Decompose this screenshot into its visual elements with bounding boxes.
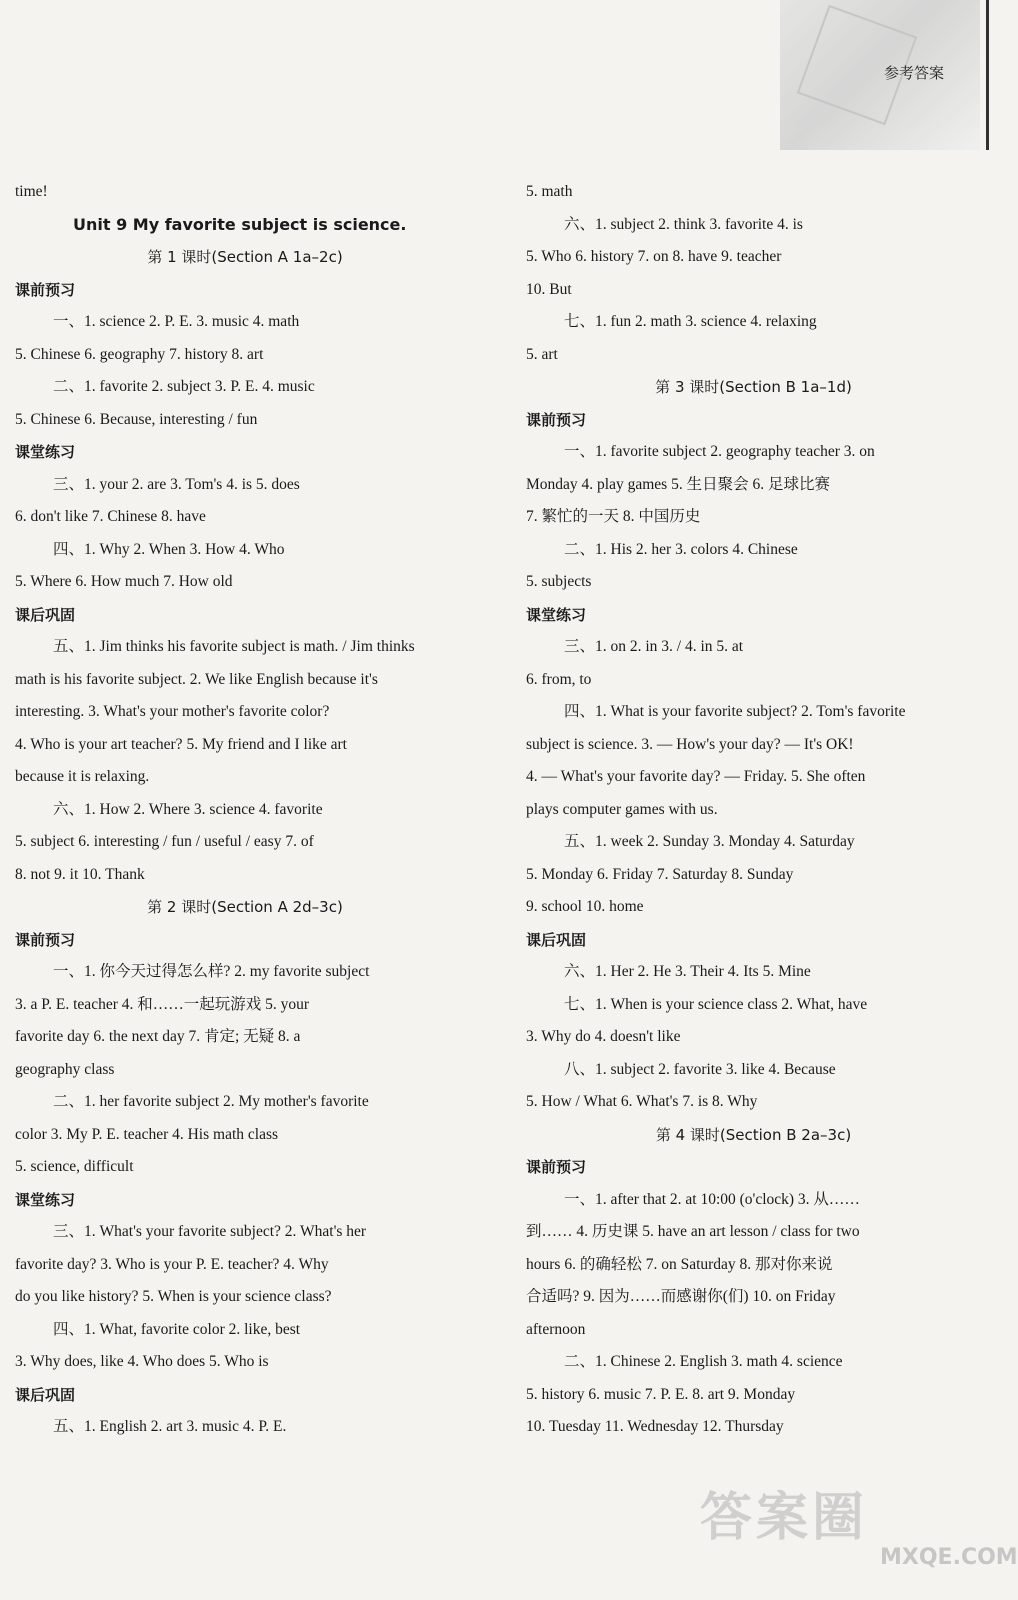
answer-line: 三、1. your 2. are 3. Tom's 4. is 5. does <box>53 475 300 493</box>
answer-line: 二、1. His 2. her 3. colors 4. Chinese <box>564 540 798 558</box>
section-heading: 课前预习 <box>15 930 76 949</box>
answer-line: 一、1. 你今天过得怎么样? 2. my favorite subject <box>53 963 370 980</box>
answer-line: favorite day? 3. Who is your P. E. teacher? 4. Why <box>15 1255 329 1273</box>
answer-line: 5. Who 6. history 7. on 8. have 9. teacher <box>526 248 782 265</box>
answer-line: interesting. 3. What's your mother's favorite color? <box>15 703 330 720</box>
section-heading: 课后巩固 <box>15 605 76 624</box>
answer-line: 5. Where 6. How much 7. How old <box>15 573 233 590</box>
answer-line: afternoon <box>526 1320 586 1338</box>
answer-line: 6. from, to <box>526 670 592 688</box>
lesson-title: 第 2 课时(Section A 2d–3c) <box>147 898 343 916</box>
answer-line: 一、1. science 2. P. E. 3. music 4. math <box>53 313 300 330</box>
answer-line: 5. subject 6. interesting / fun / useful / easy 7. of <box>15 833 314 850</box>
answer-line: Monday 4. play games 5. 生日聚会 6. 足球比赛 <box>526 475 830 493</box>
answer-line: 5. Chinese 6. Because, interesting / fun <box>15 410 258 428</box>
answer-line: 六、1. Her 2. He 3. Their 4. Its 5. Mine <box>564 963 811 980</box>
answer-line: 二、1. favorite 2. subject 3. P. E. 4. music <box>53 378 315 395</box>
answer-line: 5. Monday 6. Friday 7. Saturday 8. Sunday <box>526 865 794 883</box>
answer-line: 五、1. Jim thinks his favorite subject is math. / Jim thinks <box>53 638 415 655</box>
answer-line: 四、1. What, favorite color 2. like, best <box>53 1320 301 1338</box>
answer-line: 二、1. Chinese 2. English 3. math 4. science <box>564 1353 843 1370</box>
right-column <box>526 176 981 1444</box>
answer-line: 四、1. What is your favorite subject? 2. Tom's favorite <box>564 703 906 720</box>
answer-line: color 3. My P. E. teacher 4. His math class <box>15 1125 279 1143</box>
answer-line: 5. Chinese 6. geography 7. history 8. art <box>15 345 264 363</box>
section-heading: 课前预习 <box>526 1158 587 1176</box>
answer-line: 5. history 6. music 7. P. E. 8. art 9. Monday <box>526 1385 796 1403</box>
answer-line: 3. a P. E. teacher 4. 和……一起玩游戏 5. your <box>15 995 310 1013</box>
section-heading: 课堂练习 <box>15 1190 76 1209</box>
answer-line: math is his favorite subject. 2. We like English because it's <box>15 670 378 688</box>
header-rule <box>986 0 989 150</box>
answer-line: plays computer games with us. <box>526 800 718 818</box>
answer-line: 9. school 10. home <box>526 898 644 915</box>
answer-line: do you like history? 5. When is your science class? <box>15 1288 332 1305</box>
answer-line: 三、1. What's your favorite subject? 2. What's her <box>53 1223 367 1240</box>
answer-line: 五、1. week 2. Sunday 3. Monday 4. Saturday <box>564 833 855 850</box>
answer-line: 5. How / What 6. What's 7. is 8. Why <box>526 1093 758 1110</box>
answer-line: 五、1. English 2. art 3. music 4. P. E. <box>53 1418 287 1435</box>
answer-line: 6. don't like 7. Chinese 8. have <box>15 508 206 525</box>
watermark: 答案圈 <box>700 1488 869 1548</box>
lesson-title: 第 4 课时(Section B 2a–3c) <box>655 1125 852 1144</box>
answer-line: 4. Who is your art teacher? 5. My friend and I like art <box>15 735 347 753</box>
answer-line: 10. But <box>526 280 572 298</box>
left-column <box>15 176 475 1444</box>
answer-line: 8. not 9. it 10. Thank <box>15 865 145 883</box>
answer-line: 7. 繁忙的一天 8. 中国历史 <box>526 508 701 525</box>
answer-line: 合适吗? 9. 因为……而感谢你(们) 10. on Friday <box>526 1288 836 1305</box>
answer-line: 七、1. When is your science class 2. What, have <box>564 995 868 1013</box>
answer-line: 八、1. subject 2. favorite 3. like 4. Because <box>564 1060 836 1078</box>
answer-line: geography class <box>15 1060 115 1078</box>
answer-line: 3. Why do 4. doesn't like <box>526 1028 681 1045</box>
lesson-title: 第 1 课时(Section A 1a–2c) <box>147 248 343 266</box>
section-heading: 课后巩固 <box>526 930 587 949</box>
answer-line: 4. — What's your favorite day? — Friday. 5. She often <box>526 768 866 785</box>
answer-line: 到…… 4. 历史课 5. have an art lesson / class for two <box>526 1223 860 1240</box>
answer-line: time! <box>15 183 48 200</box>
answer-line: 七、1. fun 2. math 3. science 4. relaxing <box>564 313 817 330</box>
section-heading: 课堂练习 <box>15 443 76 461</box>
unit-title: Unit 9 My favorite subject is science. <box>73 214 407 234</box>
section-heading: 课前预习 <box>15 280 76 299</box>
answer-line: 一、1. favorite subject 2. geography teacher 3. on <box>564 443 875 460</box>
header-label: 参考答案 <box>884 64 945 82</box>
section-heading: 课前预习 <box>526 410 587 429</box>
answer-line: 5. science, difficult <box>15 1158 134 1175</box>
header-decoration <box>780 0 980 150</box>
answer-line: favorite day 6. the next day 7. 肯定; 无疑 8. a <box>15 1028 301 1045</box>
answer-line: 5. math <box>526 183 573 200</box>
section-heading: 课堂练习 <box>526 605 587 624</box>
answer-line: 二、1. her favorite subject 2. My mother's favorite <box>53 1093 369 1110</box>
answer-line: hours 6. 的确轻松 7. on Saturday 8. 那对你来说 <box>526 1255 833 1273</box>
answer-line: 六、1. subject 2. think 3. favorite 4. is <box>564 215 803 233</box>
answer-line: 一、1. after that 2. at 10:00 (o'clock) 3. 从…… <box>564 1190 860 1208</box>
answer-line: 10. Tuesday 11. Wednesday 12. Thursday <box>526 1418 784 1435</box>
answer-line: 3. Why does, like 4. Who does 5. Who is <box>15 1353 269 1370</box>
answer-line: 四、1. Why 2. When 3. How 4. Who <box>53 540 285 558</box>
answer-line: because it is relaxing. <box>15 768 150 785</box>
watermark-url: MXQE.COM <box>880 1545 1018 1570</box>
answer-line: 六、1. How 2. Where 3. science 4. favorite <box>53 800 323 818</box>
answer-line: 三、1. on 2. in 3. / 4. in 5. at <box>564 638 744 655</box>
lesson-title: 第 3 课时(Section B 1a–1d) <box>655 378 852 396</box>
answer-line: subject is science. 3. — How's your day? — It's OK! <box>526 735 854 753</box>
answer-line: 5. art <box>526 345 558 363</box>
answer-line: 5. subjects <box>526 573 592 590</box>
section-heading: 课后巩固 <box>15 1385 76 1404</box>
